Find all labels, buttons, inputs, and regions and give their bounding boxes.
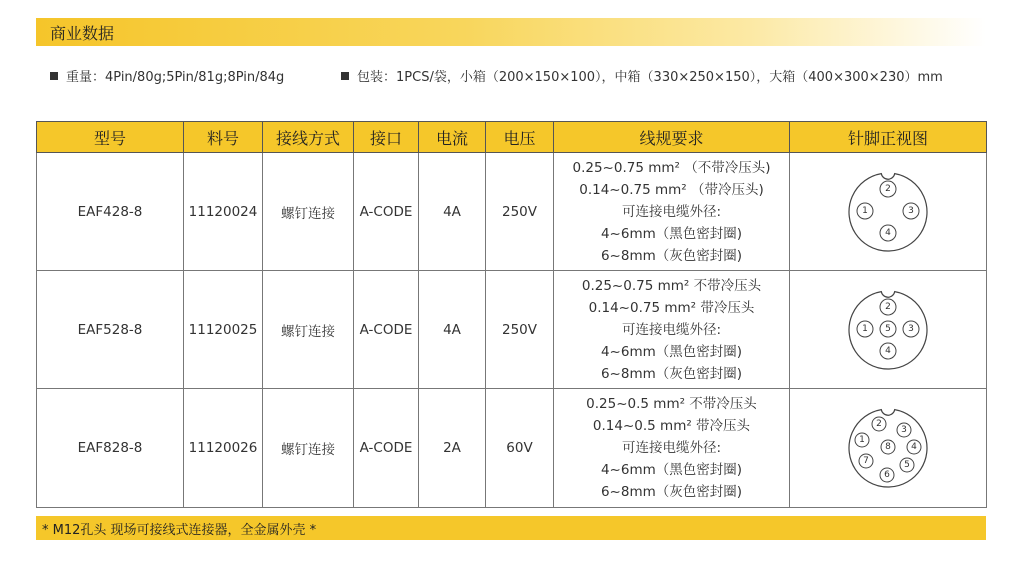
- pin-label: 2: [885, 301, 891, 312]
- section-header: [36, 18, 986, 46]
- pin: [859, 454, 873, 468]
- footer-bar: [36, 516, 986, 540]
- pin-label: 4: [885, 227, 891, 238]
- requirement-line: 可连接电缆外径:: [621, 203, 722, 220]
- interface-cell: A-CODE: [354, 389, 419, 508]
- packaging-text: 包装：1PCS/袋，小箱（200×150×100），中箱（330×250×150），大箱（400×300×230）mm: [357, 70, 943, 85]
- pin-view-cell: [790, 153, 987, 271]
- requirement-line: 0.25~0.75 mm² （不带冷压头): [572, 159, 771, 176]
- pin: [900, 458, 914, 472]
- weight-text: 重量：4Pin/80g;5Pin/81g;8Pin/84g: [66, 70, 285, 85]
- pin-diagram-8pin: [845, 405, 931, 491]
- header-current: 电流: [419, 122, 486, 153]
- section-title: 商业数据: [50, 24, 115, 43]
- requirement-line: 0.25~0.5 mm² 不带冷压头: [586, 396, 757, 412]
- interface-cell: A-CODE: [354, 153, 419, 271]
- current-cell: 2A: [419, 389, 486, 508]
- pin: [897, 423, 911, 437]
- pin: [857, 203, 873, 219]
- header-wiring: 接线方式: [263, 122, 354, 153]
- requirement-line: 6~8mm（灰色密封圈): [600, 247, 743, 264]
- requirement-line: 0.14~0.75 mm² （带冷压头): [579, 181, 764, 198]
- part-no-cell: 11120025: [184, 271, 263, 389]
- table-row: [37, 271, 987, 389]
- weight-info: [50, 66, 284, 85]
- requirement-line: 0.25~0.75 mm² 不带冷压头: [581, 277, 762, 294]
- table-row: [37, 153, 987, 271]
- pin-view-cell: [790, 389, 987, 508]
- model-cell: EAF828-8: [37, 389, 184, 508]
- pin-label: 8: [885, 442, 891, 452]
- pin-label: 3: [908, 205, 914, 216]
- table-header-row: [37, 122, 987, 153]
- pin-label: 6: [884, 470, 890, 480]
- pin-label: 3: [901, 425, 907, 435]
- pin: [880, 468, 894, 482]
- requirement-line: 6~8mm（灰色密封圈): [600, 484, 743, 500]
- voltage-cell: 250V: [486, 271, 554, 389]
- pin-label: 1: [859, 435, 865, 445]
- pin-label: 2: [885, 183, 891, 194]
- pin-label: 4: [885, 345, 891, 356]
- header-interface: 接口: [354, 122, 419, 153]
- pin: [857, 321, 873, 337]
- part-no-cell: 11120024: [184, 153, 263, 271]
- requirement-line: 0.14~0.75 mm² 带冷压头: [588, 299, 755, 316]
- requirement-line: 0.14~0.5 mm² 带冷压头: [592, 418, 751, 434]
- current-cell: 4A: [419, 153, 486, 271]
- pin: [855, 433, 869, 447]
- header-model: 型号: [37, 122, 184, 153]
- pin: [880, 321, 896, 337]
- footer-note: * M12孔头 现场可接线式连接器，全金属外壳 *: [42, 523, 317, 538]
- model-cell: EAF528-8: [37, 271, 184, 389]
- wiring-cell: 螺钉连接: [263, 389, 354, 508]
- pin-label: 4: [911, 442, 917, 452]
- pin: [880, 343, 896, 359]
- pin: [880, 299, 896, 315]
- wiring-cell: 螺钉连接: [263, 153, 354, 271]
- voltage-cell: 60V: [486, 389, 554, 508]
- pin: [907, 440, 921, 454]
- packaging-info: [341, 66, 943, 85]
- requirement-line: 4~6mm（黑色密封圈): [600, 225, 743, 242]
- pin: [903, 203, 919, 219]
- bullet-icon: [50, 72, 58, 80]
- pin-label: 5: [885, 323, 891, 334]
- voltage-cell: 250V: [486, 153, 554, 271]
- pin-label: 1: [862, 205, 868, 216]
- part-no-cell: 11120026: [184, 389, 263, 508]
- model-cell: EAF428-8: [37, 153, 184, 271]
- pin-label: 2: [876, 419, 882, 429]
- pin-label: 1: [862, 323, 868, 334]
- pin-label: 7: [863, 456, 869, 466]
- pin: [880, 181, 896, 197]
- header-voltage: 电压: [486, 122, 554, 153]
- spec-table: [36, 121, 987, 508]
- pin-label: 5: [904, 460, 910, 470]
- bullet-icon: [341, 72, 349, 80]
- requirements-cell: [554, 389, 790, 508]
- pin-diagram-5pin: [845, 287, 931, 373]
- header-requirements: 线规要求: [554, 122, 790, 153]
- current-cell: 4A: [419, 271, 486, 389]
- requirements-cell: [554, 153, 790, 271]
- pin-view-cell: [790, 271, 987, 389]
- requirements-cell: [554, 271, 790, 389]
- pin-label: 3: [908, 323, 914, 334]
- table-row: [37, 389, 987, 508]
- pin: [881, 440, 895, 454]
- requirement-line: 4~6mm（黑色密封圈): [600, 462, 743, 478]
- header-part-no: 料号: [184, 122, 263, 153]
- pin: [872, 417, 886, 431]
- pin: [880, 225, 896, 241]
- requirement-line: 可连接电缆外径:: [621, 440, 722, 456]
- requirement-line: 可连接电缆外径:: [621, 321, 722, 338]
- pin: [903, 321, 919, 337]
- requirement-line: 4~6mm（黑色密封圈): [600, 343, 743, 360]
- pin-diagram-4pin: [845, 169, 931, 255]
- header-pin-view: 针脚正视图: [790, 122, 987, 153]
- wiring-cell: 螺钉连接: [263, 271, 354, 389]
- requirement-line: 6~8mm（灰色密封圈): [600, 365, 743, 382]
- interface-cell: A-CODE: [354, 271, 419, 389]
